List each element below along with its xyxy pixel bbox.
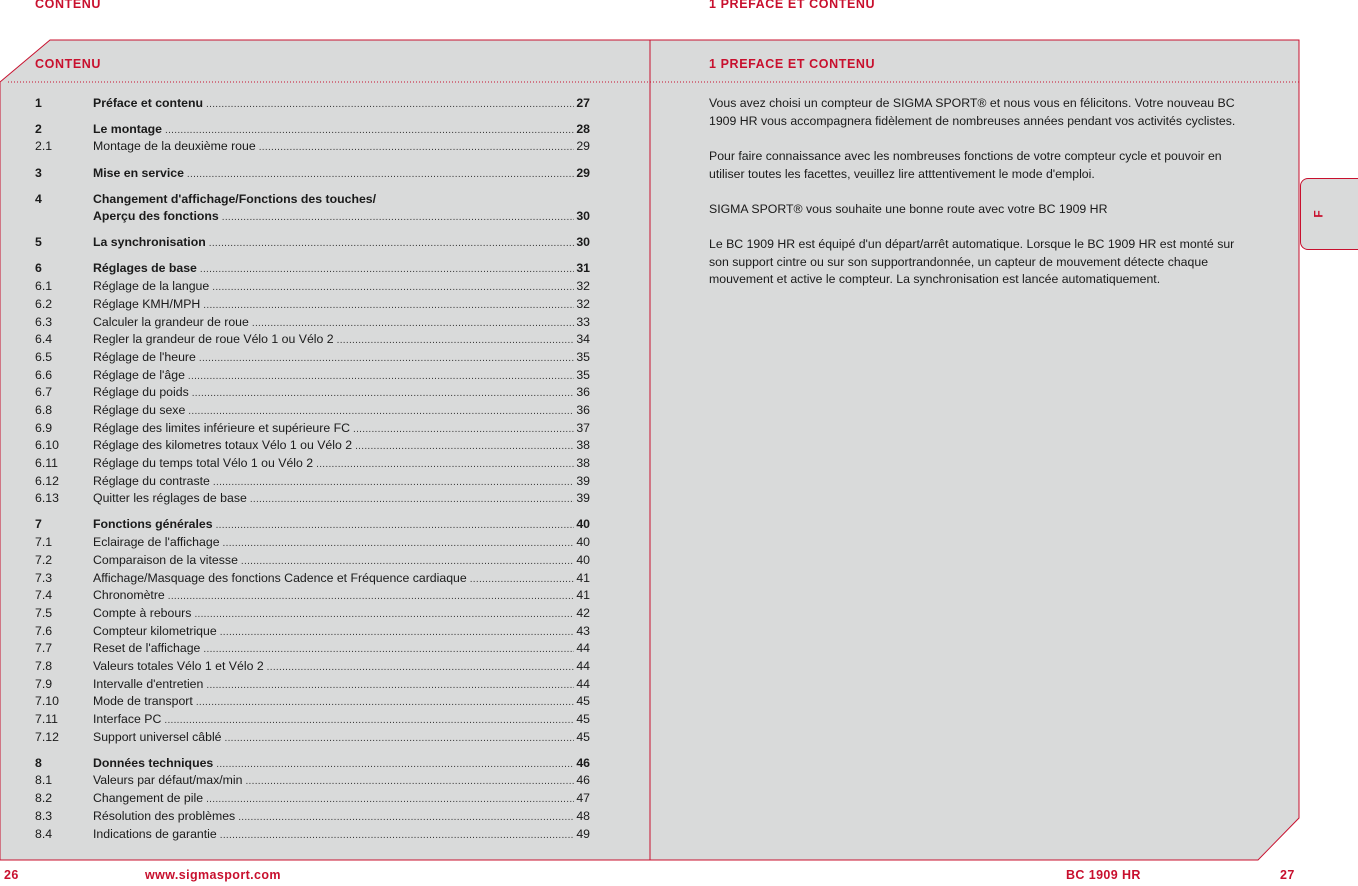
toc-entry-title: Préface et contenu — [93, 95, 204, 110]
toc-leader-dots — [164, 714, 574, 728]
toc-row — [35, 825, 590, 843]
toc-leader-dots — [216, 519, 575, 533]
toc-entry-title: Réglage de l'heure — [93, 349, 196, 364]
toc-row — [35, 120, 590, 138]
toc-page-number: 36 — [576, 385, 590, 400]
toc-page-number: 41 — [576, 570, 590, 585]
toc-number: 6.12 — [35, 473, 59, 488]
toc-number: 1 — [35, 95, 42, 110]
toc-number: 5 — [35, 235, 42, 250]
toc-row — [35, 313, 590, 331]
toc-number: 6.4 — [35, 332, 53, 347]
toc-row — [35, 675, 590, 693]
toc-entry-title: Données techniques — [93, 755, 214, 770]
toc-row — [35, 622, 590, 640]
toc-entry-title: Eclairage de l'affichage — [93, 535, 220, 550]
toc-row — [35, 710, 590, 728]
toc-entry-title: Réglage de la langue — [93, 279, 210, 294]
toc-leader-dots — [259, 141, 575, 155]
toc-number: 2.1 — [35, 139, 53, 154]
footer-page-right: 27 — [1280, 868, 1295, 882]
toc-row — [35, 490, 590, 508]
toc-number: 8.2 — [35, 791, 53, 806]
toc-leader-dots — [252, 317, 574, 331]
toc-row — [35, 164, 590, 182]
toc-number: 6.9 — [35, 420, 53, 435]
toc-number: 8.1 — [35, 773, 53, 788]
toc-entry-title: Chronomètre — [93, 588, 165, 603]
footer-page-left: 26 — [4, 868, 19, 882]
toc-page-number: 33 — [576, 314, 590, 329]
toc-leader-dots — [316, 458, 574, 472]
toc-entry-title: Réglage des kilometres totaux Vélo 1 ou Vélo 2 — [93, 438, 353, 453]
toc-row — [35, 772, 590, 790]
toc-leader-dots — [223, 537, 575, 551]
toc-number: 7.7 — [35, 641, 53, 656]
toc-row — [35, 754, 590, 772]
toc-row — [35, 693, 590, 711]
toc-row — [35, 190, 590, 208]
toc-leader-dots — [220, 626, 575, 640]
intro-paragraph: SIGMA SPORT® vous souhaite une bonne route avec votre BC 1909 HR — [709, 201, 1108, 216]
toc-leader-dots — [250, 493, 575, 507]
toc-entry-title: Affichage/Masquage des fonctions Cadence et Fréquence cardiaque — [93, 570, 467, 585]
intro-paragraph: Le BC 1909 HR est équipé d'un départ/arrêt automatique. Lorsque le BC 1909 HR est monté sur son support cintre ou sur son supportrandonnée, un capteur de mouvement détecte chaque mouvement et active le compteur. La synchronisation est lancée automatiquement. — [709, 237, 1235, 287]
toc-entry-title: La synchronisation — [93, 235, 206, 250]
toc-page-number: 38 — [576, 438, 590, 453]
toc-page-number: 29 — [576, 139, 590, 154]
toc-page-number: 36 — [576, 402, 590, 417]
toc-entry-title: Le montage — [93, 121, 163, 136]
toc-row — [35, 569, 590, 587]
toc-page-number: 28 — [576, 121, 590, 136]
toc-page-number: 47 — [576, 791, 590, 806]
toc-leader-dots — [192, 387, 575, 401]
toc-entry-title: Réglage du temps total Vélo 1 ou Vélo 2 — [93, 456, 314, 471]
toc-leader-dots — [165, 124, 574, 138]
toc-row — [35, 384, 590, 402]
toc-row — [35, 331, 590, 349]
toc-row — [35, 295, 590, 313]
toc-entry-title: Réglage du poids — [93, 385, 189, 400]
toc-entry-title: Réglages de base — [93, 261, 197, 276]
toc-page-number: 32 — [576, 279, 590, 294]
toc-page-number: 32 — [576, 296, 590, 311]
toc-number: 7.6 — [35, 623, 53, 638]
toc-leader-dots — [225, 732, 575, 746]
toc-leader-dots — [241, 555, 574, 569]
toc-leader-dots — [203, 299, 574, 313]
toc-row — [35, 789, 590, 807]
toc-page-number: 27 — [576, 95, 590, 110]
toc-number: 7.3 — [35, 570, 53, 585]
toc-entry-title: Montage de la deuxième roue — [93, 139, 256, 154]
toc-row — [35, 260, 590, 278]
toc-entry-title: Réglage de l'âge — [93, 367, 185, 382]
toc-row — [35, 728, 590, 746]
toc-leader-dots — [188, 370, 574, 384]
toc-page-number: 49 — [576, 826, 590, 841]
toc-row — [35, 419, 590, 437]
toc-entry-title: Résolution des problèmes — [93, 808, 236, 823]
intro-text — [709, 95, 1249, 307]
toc-row — [35, 348, 590, 366]
toc-leader-dots — [267, 661, 575, 675]
toc-leader-dots — [206, 793, 574, 807]
toc-page-number: 45 — [576, 729, 590, 744]
toc-page-number: 34 — [576, 332, 590, 347]
toc-entry-title: Compteur kilometrique — [93, 623, 217, 638]
footer-url: www.sigmasport.com — [145, 868, 281, 882]
toc-leader-dots — [213, 476, 574, 490]
toc-leader-dots — [209, 237, 575, 251]
toc-number: 7.8 — [35, 658, 53, 673]
toc-entry-title: Valeurs par défaut/max/min — [93, 773, 243, 788]
toc-leader-dots — [199, 352, 574, 366]
toc-row — [35, 94, 590, 112]
toc-page-number: 40 — [576, 535, 590, 550]
toc-row — [35, 533, 590, 551]
toc-number: 4 — [35, 191, 42, 206]
toc-number: 7.10 — [35, 694, 59, 709]
toc-row — [35, 516, 590, 534]
toc-number: 6.10 — [35, 438, 59, 453]
toc-number: 6.11 — [35, 456, 59, 471]
toc-entry-title: Calculer la grandeur de roue — [93, 314, 249, 329]
toc-page-number: 46 — [576, 773, 590, 788]
toc-number: 7.5 — [35, 605, 53, 620]
toc-row — [35, 366, 590, 384]
toc-leader-dots — [212, 281, 574, 295]
toc-leader-dots — [238, 811, 574, 825]
toc-page-number: 31 — [576, 261, 590, 276]
toc-leader-dots — [206, 679, 574, 693]
toc-row — [35, 437, 590, 455]
toc-leader-dots — [196, 696, 575, 710]
toc-page-number: 43 — [576, 623, 590, 638]
toc-page-number: 44 — [576, 641, 590, 656]
toc-leader-dots — [168, 590, 575, 604]
toc-leader-dots — [200, 263, 574, 277]
toc-number: 3 — [35, 165, 42, 180]
toc-leader-dots — [216, 758, 574, 772]
toc-page-number: 29 — [576, 165, 590, 180]
toc-page-number: 30 — [576, 209, 590, 224]
toc-row — [35, 138, 590, 156]
toc-page-number: 37 — [576, 420, 590, 435]
toc-row — [35, 472, 590, 490]
toc-number: 6.6 — [35, 367, 53, 382]
toc-number: 7.1 — [35, 535, 53, 550]
toc-entry-title: Réglage KMH/MPH — [93, 296, 201, 311]
toc-number: 7.11 — [35, 712, 59, 727]
toc-leader-dots — [470, 573, 575, 587]
toc-number: 8 — [35, 755, 42, 770]
toc-page-number: 35 — [576, 349, 590, 364]
toc-entry-title: Aperçu des fonctions — [93, 209, 219, 224]
toc-leader-dots — [355, 440, 574, 454]
toc-entry-title: Comparaison de la vitesse — [93, 552, 238, 567]
toc-row — [35, 551, 590, 569]
toc-page-number: 48 — [576, 808, 590, 823]
toc-page-number: 40 — [576, 517, 590, 532]
toc-entry-title: Mode de transport — [93, 694, 193, 709]
toc-entry-title: Réglage des limites inférieure et supérieure FC — [93, 420, 350, 435]
language-tab-label: F — [1311, 210, 1326, 218]
toc-row — [35, 454, 590, 472]
toc-number: 7 — [35, 517, 42, 532]
toc-number: 6.7 — [35, 385, 53, 400]
toc-number: 6 — [35, 261, 42, 276]
footer-product: BC 1909 HR — [1066, 868, 1141, 882]
toc-number: 7.2 — [35, 552, 53, 567]
toc-page-number: 46 — [576, 755, 590, 770]
toc-page-number: 39 — [576, 473, 590, 488]
toc-page-number: 40 — [576, 552, 590, 567]
toc-page-number: 44 — [576, 676, 590, 691]
toc-entry-title: Changement d'affichage/Fonctions des touches/ — [93, 191, 377, 206]
toc-entry-title: Réglage du contraste — [93, 473, 210, 488]
running-header-left: CONTENU — [35, 0, 102, 11]
toc-leader-dots — [337, 334, 575, 348]
toc-number: 6.13 — [35, 491, 59, 506]
toc-leader-dots — [353, 423, 574, 437]
toc-number: 6.2 — [35, 296, 53, 311]
toc-number: 2 — [35, 121, 42, 136]
toc-number: 6.8 — [35, 402, 53, 417]
toc-page-number: 44 — [576, 658, 590, 673]
toc-leader-dots — [188, 405, 574, 419]
toc-entry-title: Mise en service — [93, 165, 184, 180]
table-of-contents — [35, 94, 590, 843]
toc-row — [35, 208, 590, 226]
toc-entry-title: Intervalle d'entretien — [93, 676, 204, 691]
toc-number: 8.4 — [35, 826, 53, 841]
toc-row — [35, 640, 590, 658]
toc-leader-dots — [206, 98, 574, 112]
toc-page-number: 41 — [576, 588, 590, 603]
toc-row — [35, 587, 590, 605]
toc-entry-title: Regler la grandeur de roue Vélo 1 ou Vélo 2 — [93, 332, 334, 347]
toc-number: 6.1 — [35, 279, 53, 294]
toc-title: CONTENU — [35, 57, 102, 71]
toc-row — [35, 234, 590, 252]
toc-leader-dots — [222, 211, 575, 225]
toc-entry-title: Fonctions générales — [93, 517, 213, 532]
intro-paragraph: Vous avez choisi un compteur de SIGMA SPORT® et nous vous en félicitons. Votre nouveau BC 1909 HR vous accompagnera fidèlement de nombreuses années pendant vos activités cyclistes. — [709, 96, 1236, 128]
toc-number: 6.5 — [35, 349, 53, 364]
toc-number: 7.4 — [35, 588, 53, 603]
toc-entry-title: Réglage du sexe — [93, 402, 186, 417]
toc-page-number: 35 — [576, 367, 590, 382]
toc-number: 7.12 — [35, 729, 59, 744]
toc-leader-dots — [187, 168, 574, 182]
toc-page-number: 45 — [576, 712, 590, 727]
language-tab — [1300, 178, 1358, 250]
toc-entry-title: Valeurs totales Vélo 1 et Vélo 2 — [93, 658, 264, 673]
toc-row — [35, 807, 590, 825]
toc-leader-dots — [203, 643, 574, 657]
toc-entry-title: Changement de pile — [93, 791, 204, 806]
toc-leader-dots — [220, 829, 575, 843]
toc-entry-title: Support universel câblé — [93, 729, 222, 744]
toc-page-number: 45 — [576, 694, 590, 709]
toc-entry-title: Indications de garantie — [93, 826, 217, 841]
toc-number: 6.3 — [35, 314, 53, 329]
intro-paragraph: Pour faire connaissance avec les nombreuses fonctions de votre compteur cycle et pouvoir en utiliser toutes les facettes, veuillez lire atttentivement le mode d'emploi. — [709, 148, 1222, 181]
toc-entry-title: Reset de l'affichage — [93, 641, 201, 656]
toc-number: 7.9 — [35, 676, 53, 691]
toc-entry-title: Quitter les réglages de base — [93, 491, 247, 506]
toc-page-number: 38 — [576, 456, 590, 471]
toc-leader-dots — [194, 608, 574, 622]
toc-page-number: 39 — [576, 491, 590, 506]
toc-entry-title: Interface PC — [93, 712, 162, 727]
toc-page-number: 30 — [576, 235, 590, 250]
running-header-right: 1 PREFACE ET CONTENU — [709, 0, 876, 11]
toc-number: 8.3 — [35, 808, 53, 823]
toc-entry-title: Compte à rebours — [93, 605, 192, 620]
intro-title: 1 PREFACE ET CONTENU — [709, 57, 876, 71]
toc-row — [35, 277, 590, 295]
toc-page-number: 42 — [576, 605, 590, 620]
toc-row — [35, 657, 590, 675]
toc-row — [35, 604, 590, 622]
toc-leader-dots — [245, 775, 574, 789]
toc-row — [35, 401, 590, 419]
